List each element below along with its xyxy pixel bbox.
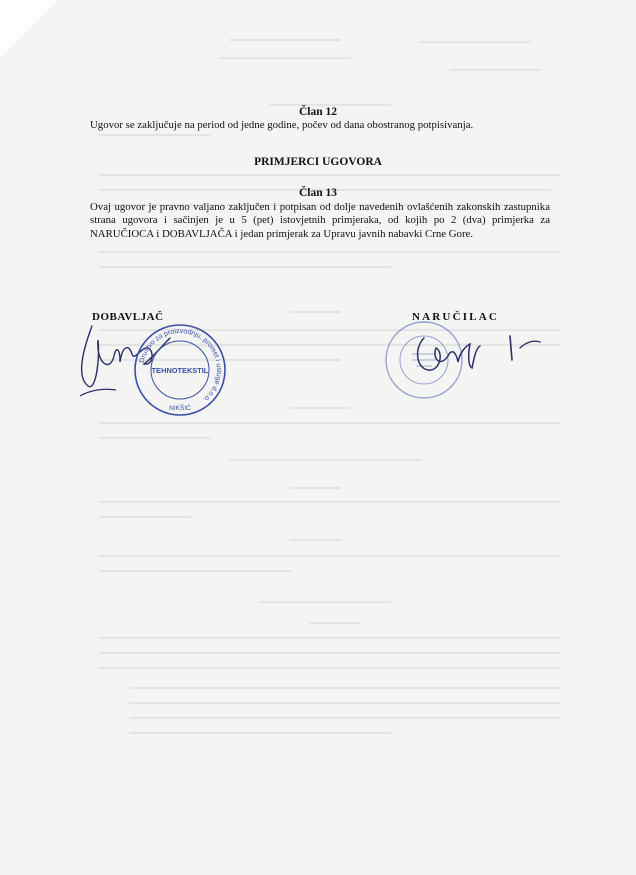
supplier-stamp xyxy=(128,320,232,420)
client-signature xyxy=(410,318,550,388)
stamp-city-text: NIKŠIĆ xyxy=(169,405,191,412)
supplier-label: DOBAVLJAČ xyxy=(92,311,164,323)
page-corner-fold xyxy=(0,0,58,58)
stamp-center-text: TEHNOTEKSTIL xyxy=(151,366,209,375)
client-label: NARUČILAC xyxy=(412,311,500,323)
stamp-ring-text: Društvo za proizvodnju, promet i usluge d.o.o. xyxy=(138,327,223,404)
clan-13-text: Ovaj ugovor je pravno valjano zaključen i potpisan od dolje navedenih ovlašćenih zakonskih zastupnika strana ugovora i sačinjen je u 5 (pet) istovjetnih primjeraka, od kojih po 2 (dva) primjerka za NARUČIOCA i DOBAVLJAČA i jedan primjerak za Upravu javnih nabavki Crne Gore. xyxy=(90,201,550,240)
section-title: PRIMJERCI UGOVORA xyxy=(254,156,382,168)
clan-12-heading: Član 12 xyxy=(298,106,338,118)
clan-13-heading: Član 13 xyxy=(298,187,338,199)
clan-12-text: Ugovor se zaključuje na period od jedne godine, počev od dana obostranog potpisivanja. xyxy=(90,119,474,131)
